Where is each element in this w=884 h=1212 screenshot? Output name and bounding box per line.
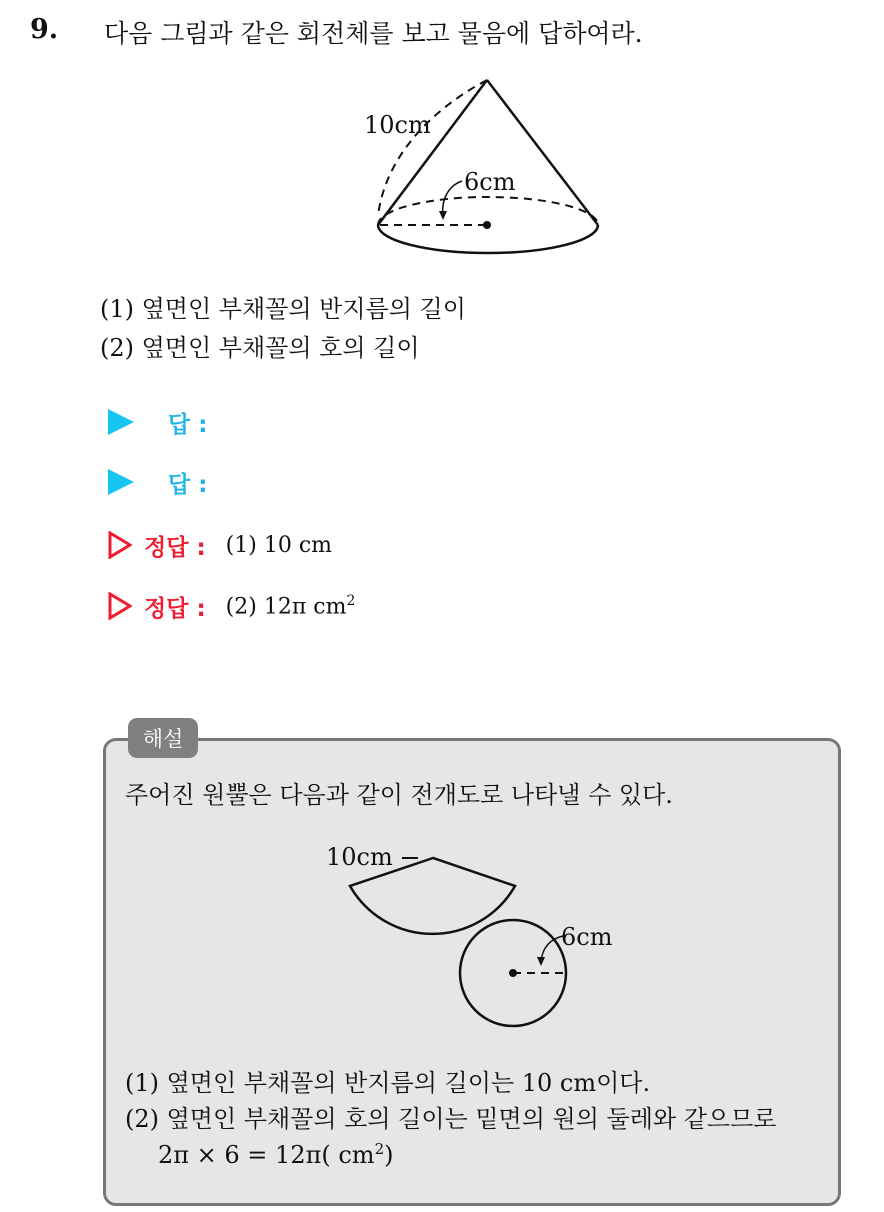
correct-marker-icon [108, 531, 132, 559]
cone-base-back [378, 197, 598, 225]
cone-right-edge [487, 80, 598, 225]
question-text: 다음 그림과 같은 회전체를 보고 물음에 답하여라. [104, 19, 643, 48]
cone-base-front [378, 225, 598, 253]
answer-row-1 [108, 404, 207, 440]
sub-question-1: (1) 옆면인 부채꼴의 반지름의 길이 [100, 295, 466, 323]
solution-line-3: 2π × 6 = 12π( $cm^2$) [158, 1140, 394, 1169]
cone-left-edge [378, 80, 487, 225]
answer-marker-icon [108, 469, 134, 495]
correct-answer-row-1 [108, 527, 332, 563]
solution-tab: 해설 [128, 718, 198, 758]
net-radius-label: 6cm [561, 923, 613, 951]
correct-answer-1: (1) 10 cm [225, 532, 332, 558]
solution-intro: 주어진 원뿔은 다음과 같이 전개도로 나타낼 수 있다. [125, 781, 673, 809]
correct-label: 정답 : [144, 595, 206, 622]
net-slant-label: 10cm [326, 843, 393, 871]
solution-line-1: (1) 옆면인 부채꼴의 반지름의 길이는 10 cm이다. [125, 1069, 651, 1097]
correct-label: 정답 : [144, 534, 206, 561]
cone-slant-label: 10cm [364, 111, 431, 139]
correct-marker-icon [108, 592, 132, 620]
answer-row-2 [108, 464, 207, 500]
net-figure [318, 838, 648, 1038]
answer-label: 답 : [168, 411, 208, 438]
sub-question-2: (2) 옆면인 부채꼴의 호의 길이 [100, 334, 420, 362]
cone-center-dot [483, 221, 491, 229]
cone-radius-label: 6cm [464, 168, 516, 196]
cone-figure [340, 68, 620, 268]
answer-marker-icon [108, 409, 134, 435]
correct-answer-row-2 [108, 588, 355, 624]
correct-answer-2: (2) 12π $cm^2$ [225, 592, 356, 620]
answer-label: 답 : [168, 471, 208, 498]
solution-line-2: (2) 옆면인 부채꼴의 호의 길이는 밑면의 원의 둘레와 같으므로 [125, 1105, 777, 1133]
question-number: 9. [30, 14, 59, 45]
